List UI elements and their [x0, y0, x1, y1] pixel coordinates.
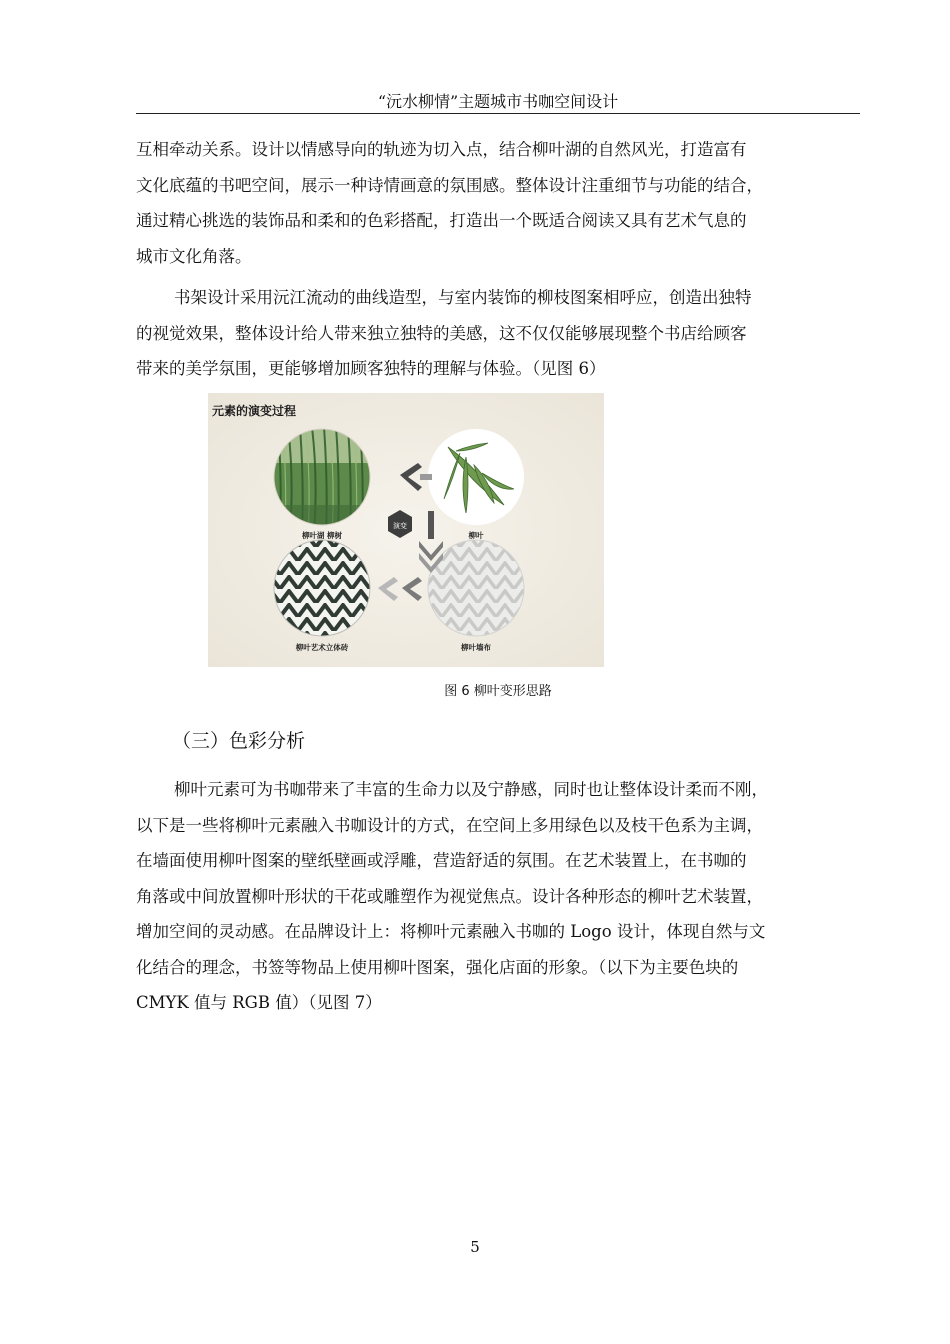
running-header: “沅水柳情”主题城市书咖空间设计	[377, 92, 619, 111]
text-line: 带来的美学氛围，更能够增加顾客独特的理解与体验。（见图 6）	[136, 359, 606, 378]
text-line: 书架设计采用沅江流动的曲线造型，与室内装饰的柳枝图案相呼应，创造出独特	[174, 288, 752, 307]
paragraph-color-analysis	[136, 772, 860, 1021]
text-line: 增加空间的灵动感。在品牌设计上：将柳叶元素融入书咖的 Logo 设计，体现自然与文	[136, 922, 766, 941]
figure-6-willow-evolution	[208, 393, 604, 667]
label-bottom-left: 柳叶艺术立体砖	[295, 643, 349, 652]
text-line: 的视觉效果，整体设计给人带来独立独特的美感，这不仅仅能够展现整个书店给顾客	[136, 323, 747, 343]
paragraph-bookshelf	[136, 280, 860, 387]
text-line: 柳叶元素可为书咖带来了丰富的生命力以及宁静感，同时也让整体设计柔而不刚，	[174, 780, 768, 799]
text-line: 文化底蕴的书吧空间，展示一种诗情画意的氛围感。整体设计注重细节与功能的结合，	[136, 175, 763, 195]
text-line: 城市文化角落。	[136, 246, 252, 266]
section-heading: （三）色彩分析	[172, 730, 306, 752]
text-line: CMYK 值与 RGB 值）（见图 7）	[136, 993, 382, 1012]
text-line: 角落或中间放置柳叶形状的干花或雕塑作为视觉焦点。设计各种形态的柳叶艺术装置，	[136, 886, 763, 906]
willow-leaf-icon	[428, 429, 524, 525]
header-rule	[136, 113, 860, 114]
page-number: 5	[470, 1238, 480, 1256]
text-line: 以下是一些将柳叶元素融入书咖设计的方式，在空间上多用绿色以及枝干色系为主调，	[136, 815, 763, 835]
paragraph-intro	[136, 132, 860, 274]
label-top-right: 柳叶	[468, 531, 484, 540]
figure-title: 元素的演变过程	[212, 404, 297, 418]
text-line: 在墙面使用柳叶图案的壁纸壁画或浮雕，营造舒适的氛围。在艺术装置上，在书咖的	[136, 851, 747, 870]
text-line: 通过精心挑选的装饰品和柔和的色彩搭配，打造出一个既适合阅读又具有艺术气息的	[136, 211, 747, 230]
hexagon-label: 演变	[393, 522, 407, 530]
text-line: 互相牵动关系。设计以情感导向的轨迹为切入点，结合柳叶湖的自然风光，打造富有	[136, 140, 747, 159]
label-top-left: 柳叶湖 柳树	[301, 531, 343, 540]
figure-caption: 图 6 柳叶变形思路	[444, 684, 552, 699]
text-line: 化结合的理念，书签等物品上使用柳叶图案，强化店面的形象。（以下为主要色块的	[136, 957, 739, 977]
label-bottom-right: 柳叶墙布	[461, 643, 491, 652]
